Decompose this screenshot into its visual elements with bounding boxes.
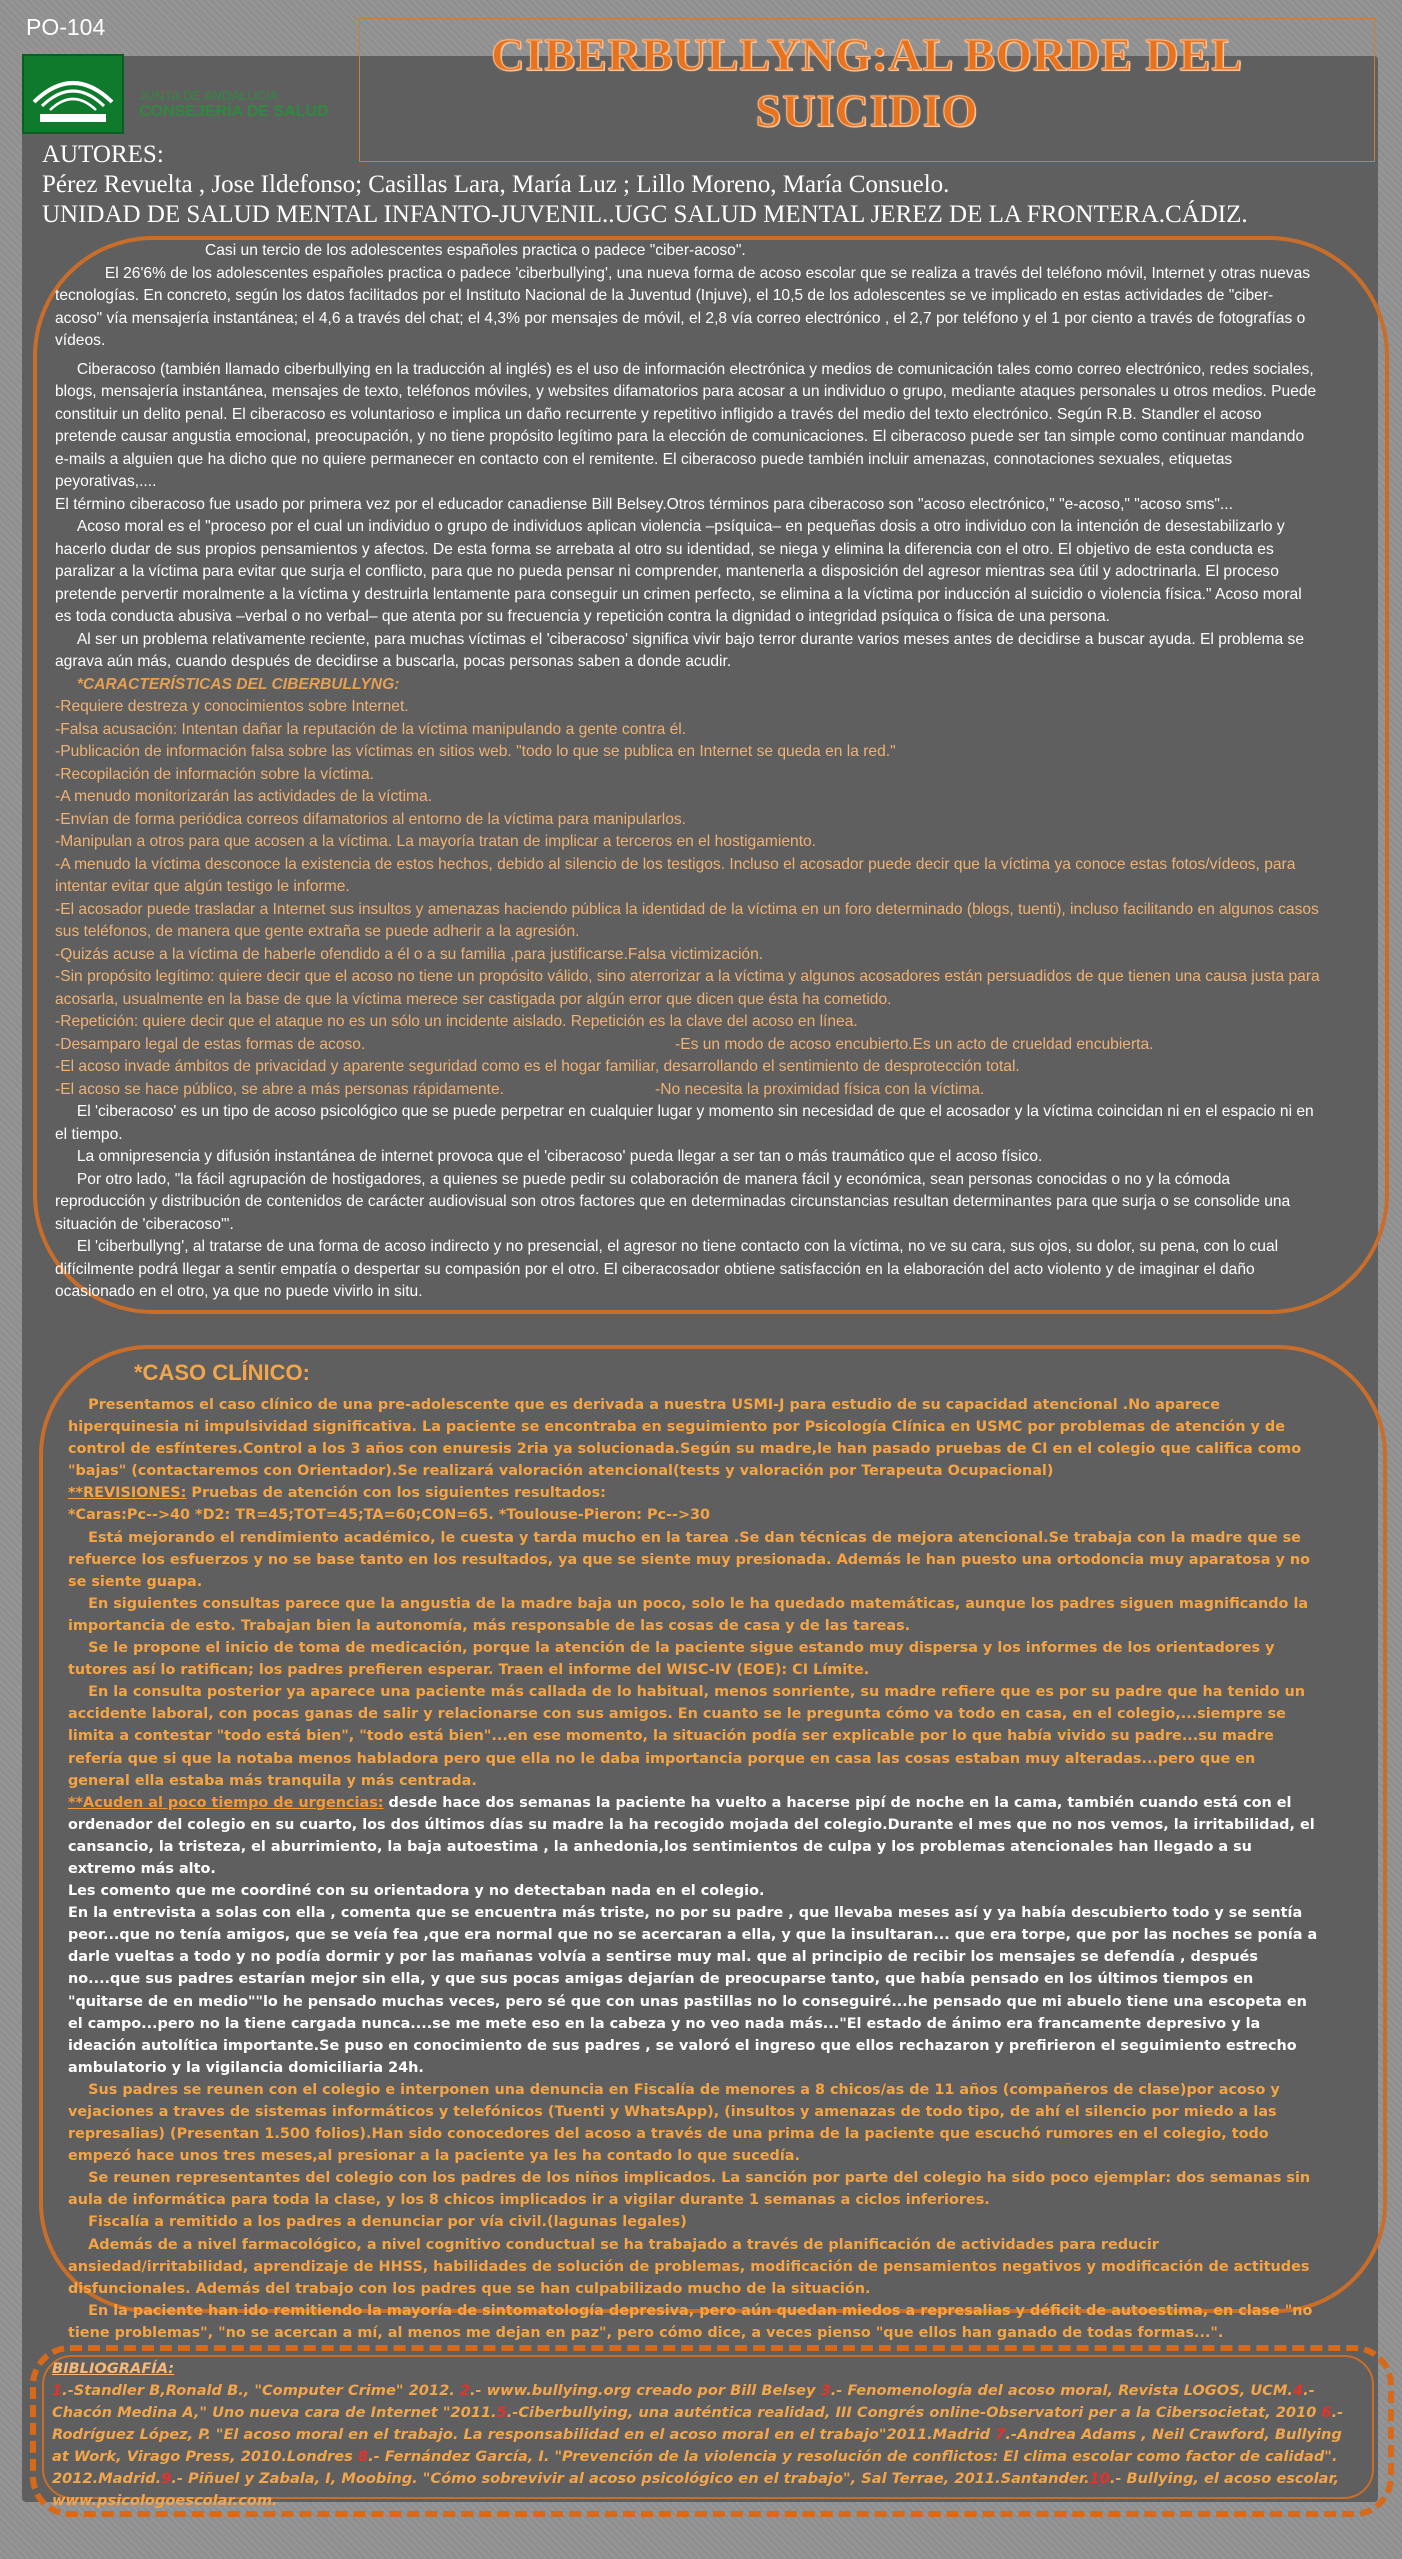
- poster-code: PO-104: [26, 14, 106, 40]
- case-section: [68, 1394, 1318, 2344]
- characteristic-item: -Falsa acusación: Intentan dañar la reputación de la víctima manipulando a gente contra él.: [55, 720, 687, 738]
- bibliography-heading: BIBLIOGRAFÍA:: [52, 2360, 175, 2377]
- characteristic-item: -El acoso invade ámbitos de privacidad y aparente seguridad como es el hogar familiar, desarrollando el sentimiento de desprotección total.: [55, 1058, 1020, 1075]
- authors-label: AUTORES:: [42, 141, 164, 168]
- closing-paragraph-1: El 'ciberacoso' es un tipo de acoso psicológico que se puede perpetrar en cualquier lugar y momento sin necesidad de que el acosador y la víctima coincidan ni en el espacio ni en el tiempo.: [55, 1103, 1314, 1143]
- characteristic-pair-right: -Es un modo de acoso encubierto.Es un acto de crueldad encubierta.: [675, 1035, 1154, 1053]
- characteristic-item: -Requiere destreza y conocimientos sobre Internet.: [55, 698, 409, 715]
- characteristics-list: [55, 696, 1320, 1101]
- case-revisions: [68, 1482, 1318, 1504]
- poster-title-line2: SUICIDIO: [755, 85, 979, 136]
- intro-paragraph-1: El 26'6% de los adolescentes españoles practica o padece 'ciberbullying', una nueva forma de acoso escolar que se realiza a través del teléfono móvil, Internet y otras nuevas tecnologías. En concreto, según los datos facilitados por el Instituto Nacional de la Juventud (Injuve), el 10,5 de los adolescentes se ve implicado en estas actividades de "ciber-acoso" vía mensajería instantánea; el 4,6 a través del chat; el 4,3% por mensajes de móvil, el 2,8 vía correo electrónico , el 2,7 por teléfono y el 1 por ciento a través de fotografías o vídeos.: [55, 264, 1311, 349]
- reference-number: 2: [459, 2382, 470, 2399]
- bibliography-entries: [52, 2380, 1352, 2512]
- revisions-text: Pruebas de atención con los siguientes resultados:: [186, 1485, 606, 1502]
- reference-number: 6: [1321, 2404, 1332, 2421]
- characteristic-item: -Publicación de información falsa sobre las víctimas en sitios web. "todo lo que se publica en Internet se queda en la red.": [55, 743, 896, 760]
- logo-caption-line2: CONSEJERÍA DE SALUD: [139, 103, 329, 120]
- reference-text: .- Fernández García, I. "Prevención de la violencia y resolución de conflictos: El clima escolar como factor de calidad". 2012.Madrid.: [52, 2448, 1338, 2487]
- characteristic-item: -Recopilación de información sobre la víctima.: [55, 765, 374, 783]
- urgent-text: desde hace dos semanas la paciente ha vuelto a hacerse pipí de noche en la cama, también cuando está con el ordenador del colegio en su cuarto, los dos últimos días su madre la ha recogido mojada del colegio.Durante el mes que no nos vemos, la irritabilidad, el cansancio, la tristeza, el aburrimiento, la baja autoestima , la anhedonia,los sentimientos de culpa y los problemas atencionales han llegado a su extremo más alto.: [68, 1794, 1315, 1877]
- characteristic-item: -Manipulan a otros para que acosen a la víctima. La mayoría tratan de implicar a terceros en el hostigamiento.: [55, 833, 817, 850]
- reference-number: 3: [820, 2382, 831, 2399]
- case-paragraph-10: En la paciente han ido remitiendo la mayoría de sintomatología depresiva, pero aún quedan miedos a represalias y déficit de autoestima, en clase "no tiene problemas", "no se acercan a mí, al menos me dejan en paz", pero cómo dice, a veces pienso "que ellos han ganado de todas formas...".: [68, 2302, 1313, 2341]
- reference-text: .-Ciberbullying, una auténtica realidad, III Congrés online-Observatori per a la Cibersocietat, 2010: [506, 2404, 1322, 2421]
- characteristic-item: -Repetición: quiere decir que el ataque no es un sólo un incidente aislado. Repetición es la clave del acoso en línea.: [55, 1013, 858, 1030]
- reference-number: 9: [161, 2470, 172, 2487]
- reference-text: .-Standler B,Ronald B., "Computer Crime" 2012.: [62, 2382, 460, 2399]
- reference-text: .- www.bullying.org creado por Bill Belsey: [470, 2382, 821, 2399]
- case-scores: *Caras:Pc-->40 *D2: TR=45;TOT=45;TA=60;CON=65. *Toulouse-Pieron: Pc-->30: [68, 1507, 711, 1524]
- reference-text: .- Rodríguez López, P. "El acoso moral en el trabajo. La responsabilidad en el acoso moral en el trabajo"2011.Madrid: [52, 2404, 1344, 2443]
- closing-paragraph-3: Por otro lado, "la fácil agrupación de hostigadores, a quienes se puede pedir su colaboración de manera fácil y económica, sean personas conocidas o no y la cómoda reproducción y distribución de contenidos de carácter audiovisual son otros factores que en determinadas circunstancias resultan determinantes para que surja o se consolide una situación de 'ciberacoso'".: [55, 1170, 1291, 1233]
- reference-number: 7: [995, 2426, 1006, 2443]
- case-coordination: Les comento que me coordiné con su orientadora y no detectaban nada en el colegio.: [68, 1883, 765, 1900]
- reference-text: .- Bullying, el acoso escolar, www.psicologoescolar.com.: [52, 2470, 1340, 2509]
- characteristic-item: -Sin propósito legítimo: quiere decir que el acoso no tiene un propósito válido, sino aterrorizar a la víctima y algunos acosadores están persuadidos de que tienen una causa justa para acosarla, usualmente en la base de que la víctima merece ser castigada por algún error que dicen que ésta ha cometido.: [55, 968, 1320, 1008]
- reference-text: .- Chacón Medina A," Uno nueva cara de Internet "2011.: [52, 2382, 1315, 2421]
- poster-title-line1: CIBERBULLYNG:AL BORDE DEL: [491, 29, 1243, 80]
- closing-paragraph-2: La omnipresencia y difusión instantánea de internet provoca que el 'ciberacoso' pueda llegar a ser tan o más traumático que el acoso físico.: [76, 1148, 1043, 1165]
- intro-lead: Casi un tercio de los adolescentes españoles practica o padece "ciber-acoso".: [205, 242, 746, 259]
- bibliography-section: [52, 2358, 1352, 2512]
- authors-block: [42, 140, 1382, 230]
- reference-number: 8: [357, 2448, 369, 2465]
- urgent-label: **Acuden al poco tiempo de urgencias:: [68, 1794, 384, 1811]
- case-heading: *CASO CLÍNICO:: [134, 1360, 310, 1385]
- reference-text: .- Fenomenología del acoso moral, Revista LOGOS, UCM.: [830, 2382, 1293, 2399]
- case-paragraph-8: Fiscalía a remitido a los padres a denunciar por vía civil.(lagunas legales): [88, 2214, 687, 2231]
- case-paragraph-9: Además de a nivel farmacológico, a nivel cognitivo conductual se ha trabajado a través de planificación de actividades para reducir ansiedad/irritabilidad, aprendizaje de HHSS, habilidades de solución de problemas, modificación de pensamientos negativos y modificación de actitudes disfuncionales. Además del trabajo con los padres que se han culpabilizado mucho de la situación.: [68, 2236, 1310, 2297]
- characteristic-pair: [55, 1034, 1320, 1057]
- characteristic-item: -El acosador puede trasladar a Internet sus insultos y amenazas haciendo pública la identidad de la víctima en un foro determinado (blogs, tuenti), incluso facilitando en algunos casos sus teléfonos, de manera que gente extraña se puede adherir a la agresión.: [55, 900, 1319, 940]
- characteristics-heading: *CARACTERÍSTICAS DEL CIBERBULLYNG:: [76, 675, 400, 693]
- reference-number: 10: [1089, 2470, 1110, 2487]
- intro-paragraph-3: El término ciberacoso fue usado por primera vez por el educador canadiense Bill Belsey.Otros términos para ciberacoso son "acoso electrónico," "e-acoso," "acoso sms"...: [55, 495, 1233, 513]
- reference-number: 5: [496, 2404, 507, 2421]
- intro-paragraph-4: Acoso moral es el "proceso por el cual un individuo o grupo de individuos aplican violencia –psíquica– en pequeñas dosis a otro individuo con la intención de desestabilizarlo y hacerlo dudar de sus propios pensamientos y afectos. De esta forma se arrebata al otro su identidad, se niega y elimina la diferencia con el otro. El objetivo de esta conducta es paralizar a la víctima para evitar que surja el conflicto, para que no pueda pensar ni comprender, mantenerla a disposición del agresor mientras sea útil y adoctrinarla. El proceso pretende pervertir moralmente a la víctima y destruirla lentamente para conseguir un crimen perfecto, se elimina a la víctima por inducción al suicidio o violencia física." Acoso moral es toda conducta abusiva –verbal o no verbal– que atenta por su frecuencia y repetición contra la dignidad o integridad psíquica o física de una persona.: [55, 518, 1302, 625]
- authors-names: Pérez Revuelta , Jose Ildefonso; Casillas Lara, María Luz ; Lillo Moreno, María Consuelo.: [42, 171, 950, 198]
- reference-number: 4: [1292, 2382, 1304, 2399]
- case-paragraph-1: Presentamos el caso clínico de una pre-adolescente que es derivada a nuestra USMI-J para estudio de su capacidad atencional .No aparece hiperquinesia ni impulsividad significativa. La paciente se encontraba en seguimiento por Psicología Clínica en USMC por problemas de atención y de control de esfínteres.Control a los 3 años con enuresis 2ria ya solucionada.Según su madre,le han pasado pruebas de CI en el colegio que califica como "bajas" (contactaremos con Orientador).Se realizará valoración atencional(tests y valoración por Terapeuta Ocupacional): [68, 1397, 1302, 1480]
- case-paragraph-5: En la consulta posterior ya aparece una paciente más callada de lo habitual, menos sonriente, su madre refiere que es por su padre que ha tenido un accidente laboral, con pocas ganas de salir y relacionarse con sus amigos. En cuanto se le pregunta cómo va todo en casa, en el colegio,...siempre se limita a contestar "todo está bien", "todo está bien"...en ese momento, la situación podía ser explicable por lo que había vivido su padre...su madre refería que si que la notaba menos habladora pero que ella no le daba importancia porque en casa las cosas estaban muy alteradas...pero que en general ella estaba más tranquila y más centrada.: [68, 1684, 1305, 1789]
- intro-section: [55, 240, 1320, 1304]
- authors-unit: UNIDAD DE SALUD MENTAL INFANTO-JUVENIL..UGC SALUD MENTAL JEREZ DE LA FRONTERA.CÁDIZ.: [42, 201, 1248, 228]
- case-paragraph-3: En siguientes consultas parece que la angustia de la madre baja un poco, solo le ha quedado matemáticas, aunque los padres siguen magnificando la importancia de esto. Trabajan bien la autonomía, más responsable de las cosas de casa y de las tareas.: [68, 1595, 1309, 1634]
- characteristic-item: -Quizás acuse a la víctima de haberle ofendido a él o a su familia ,para justificarse.Falsa victimización.: [55, 945, 764, 963]
- case-paragraph-2: Está mejorando el rendimiento académico, le cuesta y tarda mucho en la tarea .Se dan técnicas de mejora atencional.Se trabaja con la madre que se refuerce los esfuerzos y no se base tanto en los resultados, ya que se siente muy presionada. Además le han puesto una ortodoncia muy aparatosa y no se siente guapa.: [68, 1529, 1310, 1590]
- case-paragraph-7: Se reunen representantes del colegio con los padres de los niños implicados. La sanción por parte del colegio ha sido poco ejemplar: dos semanas sin aula de informática para toda la clase, y los 8 chicos implicados ir a vigilar durante 1 semanas a ciclos inferiores.: [68, 2170, 1311, 2209]
- reference-text: .-Andrea Adams , Neil Crawford, Bullying at Work, Virago Press, 2010.Londres: [52, 2426, 1342, 2465]
- intro-paragraph-2: Ciberacoso (también llamado ciberbullying en la traducción al inglés) es el uso de información electrónica y medios de comunicación tales como correo electrónico, redes sociales, blogs, mensajería instantánea, mensajes de texto, teléfonos móviles, y websites difamatorios para acosar a un individuo o grupo, mediante ataques personales u otros medios. Puede constituir un delito penal. El ciberacoso es voluntarioso e implica un daño recurrente y repetitivo infligido a través del medio del texto electrónico. Según R.B. Standler el acoso pretende causar angustia emocional, preocupación, y no tiene propósito legítimo para la elección de comunicaciones. El ciberacoso puede ser tan simple como continuar mandando e-mails a alguien que ha dicho que no quiere permanecer en contacto con el remitente. El ciberacoso puede también incluir amenazas, connotaciones sexuales, etiquetas peyorativas,....: [55, 360, 1317, 490]
- logo-caption-line1: JUNTA DE ANDALUCIA: [139, 88, 279, 103]
- characteristic-pair-left: -Desamparo legal de estas formas de acoso.: [55, 1035, 366, 1053]
- characteristic-pair-left: -El acoso se hace público, se abre a más personas rápidamente.: [55, 1080, 505, 1098]
- case-paragraph-4: Se le propone el inicio de toma de medicación, porque la atención de la paciente sigue estando muy dispersa y los informes de los orientadores y tutores así lo ratifican; los padres prefieren esperar. Traen el informe del WISC-IV (EOE): CI Límite.: [68, 1640, 1275, 1679]
- characteristic-item: -A menudo monitorizarán las actividades de la víctima.: [55, 788, 433, 805]
- junta-andalucia-logo: [22, 54, 124, 134]
- case-interview: En la entrevista a solas con ella , comenta que se encuentra más triste, no por su padre , que llevaba meses así y ya había descubierto todo y se sentía peor...que no tenía amigos, que se veía fea ,que era normal que no se acercaran a ella, y que la insultaran... que era torpe, que por las noches se ponía a darle vueltas a todo y no podía dormir y por las mañanas volvía a sentirse muy mal. que al principio de recibir los mensajes se defendía , después no....que sus padres estarían mejor sin ella, y que sus pocas amigas dejarían de preocuparse tanto, que había pensado en los últimos tiempos en "quitarse de en medio""lo he pensado muchas veces, pero sé que con unas pastillas no lo conseguiré...he pensado que mi abuelo tiene una escopeta en el campo...pero no la tiene cargada nunca....se me mete eso en la cabeza y no veo nada más..."El estado de ánimo era francamente depresivo y la ideación autolítica importante.Se puso en conocimiento de sus padres , se valoró el ingreso que ellos rechazaron y prefirieron el seguimiento estrecho ambulatorio y la vigilancia domiciliaria 24h.: [68, 1905, 1318, 2076]
- intro-paragraph-5: Al ser un problema relativamente reciente, para muchas víctimas el 'ciberacoso' significa vivir bajo terror durante varios meses antes de decidirse a buscar ayuda. El problema se agrava aún más, cuando después de decidirse a buscarla, pocas personas saben a donde acudir.: [55, 630, 1305, 670]
- characteristic-item: -Envían de forma periódica correos difamatorios al entorno de la víctima para manipularlos.: [55, 810, 686, 828]
- poster-title: [360, 27, 1374, 139]
- closing-paragraph-4: El 'ciberbullyng', al tratarse de una forma de acoso indirecto y no presencial, el agresor no tiene contacto con la víctima, no ve su cara, sus ojos, su dolor, su pena, con lo cual difícilmente podrá llegar a sentir empatía o despertar su compasión por el otro. El ciberacosador obtiene satisfacción en la elaboración del acto violento y de imaginar el daño ocasionado en el otro, ya que no puede vivirlo in situ.: [55, 1238, 1279, 1300]
- andalucia-emblem-icon: [24, 56, 122, 132]
- case-paragraph-6: Sus padres se reunen con el colegio e interponen una denuncia en Fiscalía de menores a 8 chicos/as de 11 años (compañeros de clase)por acoso y vejaciones a traves de sistemas informáticos y telefónicos (Tuenti y WhatsApp), (insultos y amenazas de todo tipo, de ahí el silencio por miedo a las represalias) (Presentan 1.500 folios).Han sido conocedores del acoso a través de una prima de la paciente que escuchó rumores en el colegio, todo empezó hace unos tres meses,al presionar a la paciente ya les ha contado lo que sucedía.: [68, 2081, 1280, 2165]
- revisions-label: **REVISIONES:: [68, 1485, 187, 1502]
- logo-caption: [139, 88, 329, 120]
- characteristic-item: -A menudo la víctima desconoce la existencia de estos hechos, debido al silencio de los testigos. Incluso el acosador puede decir que la víctima ya conoce estas fotos/vídeos, para intentar evitar que algún testigo le informe.: [55, 855, 1296, 895]
- reference-number: 1: [52, 2382, 63, 2399]
- characteristic-pair: [55, 1079, 1320, 1102]
- characteristic-pair-right: -No necesita la proximidad física con la víctima.: [655, 1080, 985, 1098]
- reference-text: .- Piñuel y Zabala, I, Moobing. "Cómo sobrevivir al acoso psicológico en el trabajo", Sal Terrae, 2011.Santander.: [171, 2470, 1090, 2487]
- case-urgent: [68, 1792, 1318, 1880]
